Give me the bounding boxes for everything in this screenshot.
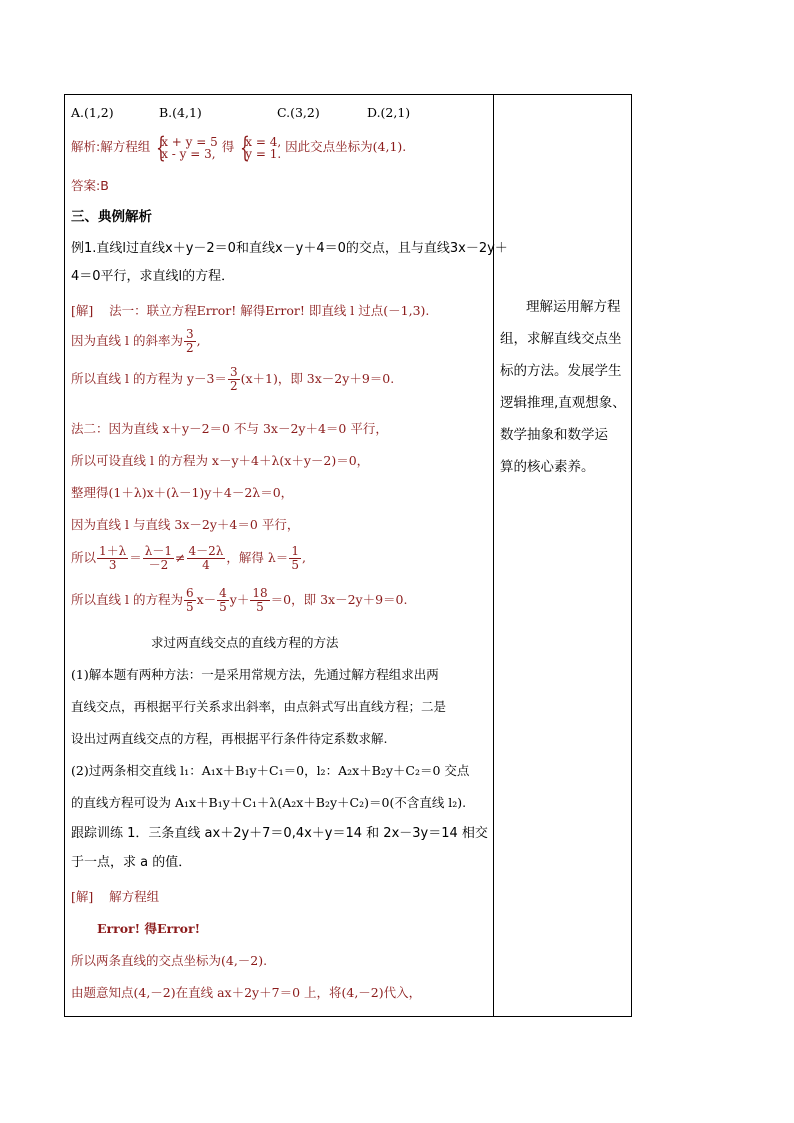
- coef-fraction-2: [217, 587, 229, 614]
- option-b: B.(4,1): [159, 105, 202, 120]
- coef-fraction-1: [184, 587, 196, 614]
- content-column: [71, 95, 508, 1016]
- equation-system-2: [238, 136, 281, 160]
- method2-line-f: [71, 585, 407, 615]
- coef2-tail: y＋: [229, 592, 250, 607]
- column-divider: [493, 95, 494, 1016]
- ratio-fraction-2: [143, 545, 174, 572]
- objective-column: [500, 291, 628, 483]
- option-a: A.(1,2): [71, 105, 114, 120]
- lambda-fraction: [289, 545, 301, 572]
- method2-text-e: 所以: [71, 550, 97, 565]
- practice-solution-line-1: [71, 889, 159, 905]
- example-line-2: 4＝0平行，求直线l的方程．: [71, 269, 235, 284]
- method2-text-f-post: ＝0，即 3x－2y＋9＝0.: [270, 592, 408, 607]
- practice-solution-text-1: 解方程组: [109, 889, 160, 904]
- ratio3-denominator: 4: [202, 558, 210, 572]
- slope-fraction-2: [228, 366, 240, 393]
- system-2-eq-1: { x = 4,: [245, 134, 282, 149]
- not-equal-sign: ≠: [175, 550, 186, 565]
- practice-solution-line-4: 由题意知点(4,－2)在直线 ax＋2y＋7＝0 上，将(4,－2)代入，: [71, 985, 422, 1000]
- answer-line: 答案:B: [71, 178, 109, 193]
- ratio3-numerator: 4－2λ: [188, 544, 224, 558]
- method2-line-b: 所以可设直线 l 的方程为 x－y＋4＋λ(x＋y－2)＝0，: [71, 453, 370, 468]
- system-1-eq-1: { x + y = 5: [161, 134, 218, 149]
- method2-line-a: 法二：因为直线 x＋y－2＝0 不与 3x－2y＋4＝0 平行，: [71, 421, 388, 436]
- practice-line-2: 于一点，求 a 的值．: [71, 855, 192, 870]
- slope-numerator: 3: [185, 327, 194, 341]
- slope2-denominator: 2: [229, 379, 238, 393]
- ratio1-denominator: 3: [108, 558, 117, 572]
- coef2-denominator: 5: [219, 600, 227, 614]
- practice-solution-tag: [解]: [71, 889, 94, 904]
- coef1-denominator: 5: [185, 600, 194, 614]
- method1-text-b: 因为直线 l 的斜率为: [71, 333, 183, 348]
- system-1-eq-2: x - y = 3,: [161, 146, 216, 161]
- objective-line-6: 算的核心素养。: [500, 459, 595, 475]
- section-title: 三、典例解析: [71, 209, 152, 225]
- slope-denominator: 2: [185, 341, 194, 355]
- method2-text-e-mid: ，解得 λ＝: [226, 550, 289, 565]
- method1-line-a: [71, 303, 429, 319]
- objective-line-4: 逻辑推理,直观想象、: [500, 395, 626, 411]
- method-p2-line-1: (2)过两条相交直线 l₁：A₁x＋B₁y＋C₁＝0，l₂：A₂x＋B₂y＋C₂＝0 交点: [71, 763, 470, 778]
- practice-line-1: 跟踪训练 1．三条直线 ax＋2y＋7＝0,4x＋y＝14 和 2x－3y＝14 相交: [71, 826, 488, 841]
- option-d: D.(2,1): [367, 105, 411, 120]
- objective-line-3: 标的方法。发展学生: [500, 363, 622, 379]
- slope2-numerator: 3: [229, 365, 238, 379]
- coef1-tail: x－: [196, 592, 217, 607]
- ratio1-numerator: 1＋λ: [99, 544, 127, 558]
- method1-text-c-post: (x＋1)，即 3x－2y＋9＝0.: [240, 371, 395, 386]
- example-line-1: 例1.直线l过直线x＋y－2＝0和直线x－y＋4＝0的交点，且与直线3x－2y＋: [71, 241, 508, 256]
- lambda-numerator: 1: [291, 544, 299, 558]
- ratio-fraction-1: [97, 545, 128, 572]
- method2-text-e-post: ,: [301, 550, 306, 565]
- practice-solution-line-3: 所以两条直线的交点坐标为(4,－2).: [71, 953, 268, 968]
- method2-line-d: 因为直线 l 与直线 3x－2y＋4＝0 平行，: [71, 517, 300, 532]
- lambda-denominator: 5: [291, 558, 299, 572]
- method-p1-line-1: (1)解本题有两种方法：一是采用常规方法，先通过解方程组求出两: [71, 667, 439, 682]
- coef1-numerator: 6: [185, 586, 194, 600]
- slope-fraction: [184, 328, 196, 355]
- coef3-denominator: 5: [256, 600, 264, 614]
- method1-text-c: 所以直线 l 的方程为 y－3＝: [71, 371, 227, 386]
- method-p2-line-2: 的直线方程可设为 A₁x＋B₁y＋C₁＋λ(A₂x＋B₂y＋C₂)＝0(不含直线 l₂).: [71, 795, 467, 810]
- jiexi-prefix: 解析:解方程组: [71, 139, 151, 154]
- method-p1-line-3: 设出过两直线交点的方程，再根据平行条件待定系数求解.: [71, 731, 388, 746]
- equation-system-1: [154, 136, 218, 160]
- ratio-fraction-3: [187, 545, 226, 572]
- jiexi-suffix: 因此交点坐标为(4,1).: [285, 139, 407, 154]
- method1-text-a: 法一：联立方程Error! 解得Error! 即直线 l 过点(－1,3).: [109, 303, 430, 318]
- system-2-eq-2: y = 1.: [245, 146, 282, 161]
- lesson-table: [64, 94, 632, 1017]
- method1-line-b: [71, 327, 201, 355]
- objective-line-2: 组，求解直线交点坐: [500, 331, 622, 347]
- practice-solution-line-2: Error! 得Error!: [97, 921, 201, 936]
- method-p1-line-2: 直线交点，再根据平行关系求出斜率，由点斜式写出直线方程；二是: [71, 699, 447, 714]
- method1-line-c: [71, 365, 394, 393]
- objective-line-5: 数学抽象和数学运: [500, 427, 608, 443]
- ratio2-denominator: －2: [148, 558, 169, 572]
- jiexi-line: [71, 133, 406, 161]
- method2-line-e: [71, 543, 306, 573]
- method1-text-b-post: ,: [196, 333, 201, 348]
- solution-tag: [解]: [71, 303, 94, 318]
- objective-line-1: 理解运用解方程: [526, 299, 621, 315]
- ratio2-numerator: λ－1: [144, 544, 173, 558]
- coef2-numerator: 4: [219, 586, 227, 600]
- jiexi-mid: 得: [221, 139, 235, 154]
- method2-text-f: 所以直线 l 的方程为: [71, 592, 183, 607]
- coef3-numerator: 18: [252, 586, 268, 600]
- method-title: 求过两直线交点的直线方程的方法: [151, 635, 339, 650]
- coef-fraction-3: [250, 587, 269, 614]
- option-c: C.(3,2): [277, 105, 320, 120]
- equals-sign: ＝: [129, 550, 142, 565]
- method2-line-c: 整理得(1＋λ)x＋(λ－1)y＋4－2λ＝0，: [71, 485, 294, 500]
